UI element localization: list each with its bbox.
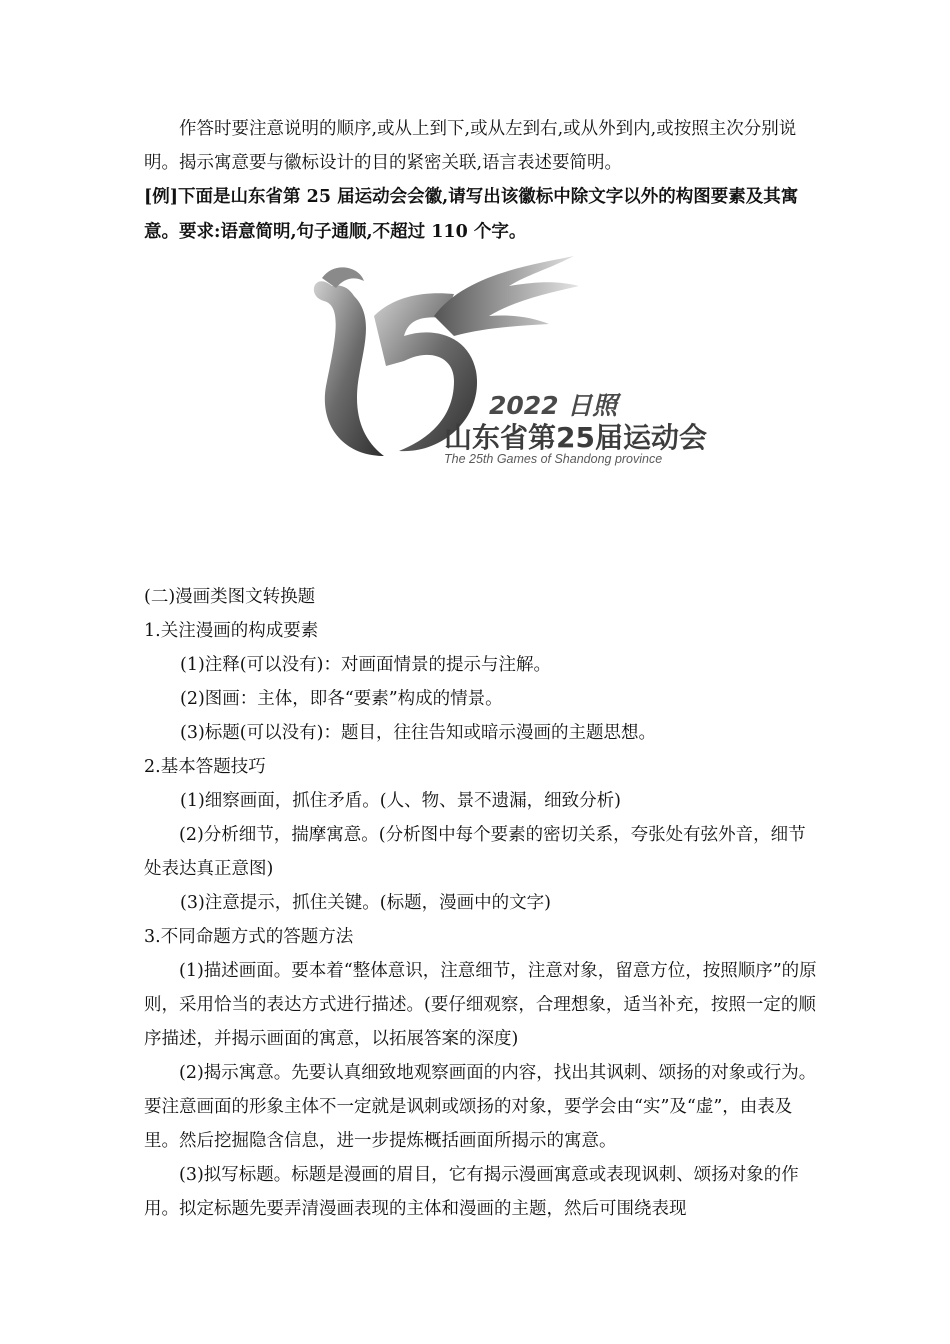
emblem-title-cn: 山东省第25届运动会 [444,421,707,454]
list-item: (1)描述画面。要本着“整体意识，注意细节，注意对象，留意方位，按照顺序”的原则，采用恰当的表达方式进行描述。(要仔细观察，合理想象，适当补充，按照一定的顺序描述，并揭示画面的寓意，以拓展答案的深度) [144,961,817,1049]
list-item: (3)拟写标题。标题是漫画的眉目，它有揭示漫画寓意或表现讽刺、颂扬对象的作用。拟定标题先要弄清漫画表现的主体和漫画的主题，然后可围绕表现 [144,1165,799,1219]
list-item: (2)分析细节，揣摩寓意。(分析图中每个要素的密切关系，夸张处有弦外音，细节处表达真正意图) [144,825,806,879]
subheading-2: 2.基本答题技巧 [144,757,266,777]
bird-one-shape [314,281,384,456]
emblem-title-en: The 25th Games of Shandong province [444,452,663,466]
section-heading: (二)漫画类图文转换题 [144,587,316,607]
list-item: (2)图画：主体，即各“要素”构成的情景。 [180,689,503,709]
emblem-year: 2022 日照 [489,391,618,420]
list-item: (2)揭示寓意。先要认真细致地观察画面的内容，找出其讽刺、颂扬的对象或行为。要注意画面的形象主体不一定就是讽刺或颂扬的对象，要学会由“实”及“虚”，由表及里。然后挖掘隐含信息，进一步提炼概括画面所揭示的寓意。 [144,1063,817,1151]
example-question: [例]下面是山东省第 25 届运动会会徽,请写出该徽标中除文字以外的构图要素及其寓意。要求:语意简明,句子通顺,不超过 110 个字。 [144,187,799,242]
games-emblem [144,256,820,562]
section-comics [144,580,820,1226]
list-item: (3)注意提示，抓住关键。(标题，漫画中的文字) [180,893,551,913]
flame-tail-shape [434,256,579,336]
intro-paragraph: 作答时要注意说明的顺序,或从上到下,或从左到右,或从外到内,或按照主次分别说明。揭示寓意要与徽标设计的目的紧密关联,语言表述要简明。 [144,119,797,173]
list-item: (1)注释(可以没有)：对画面情景的提示与注解。 [180,655,551,675]
list-item: (3)标题(可以没有)：题目，往往告知或暗示漫画的主题思想。 [180,723,656,743]
list-item: (1)细察画面，抓住矛盾。(人、物、景不遗漏，细致分析) [180,791,621,811]
subheading-3: 3.不同命题方式的答题方法 [144,927,354,947]
document-page [144,112,820,1226]
subheading-1: 1.关注漫画的构成要素 [144,621,319,641]
